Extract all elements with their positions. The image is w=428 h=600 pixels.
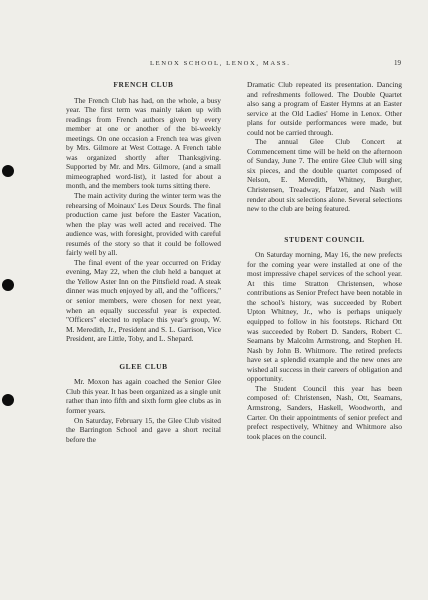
running-head: LENOX SCHOOL, LENOX, MASS.: [150, 60, 291, 67]
french-club-paragraph: The main activity during the winter term was the rehearsing of Moinaux' Les Deux Sourds. The final production came just before the Easter Vacation, when the play was well acted and received. The audience was, with foresight, provided with careful resumés of the story so that it could be followed fairly well by all.: [66, 191, 221, 258]
section-gap: [66, 344, 221, 362]
student-council-paragraph: On Saturday morning, May 16, the new prefects for the coming year were installed at one of the most impressive chapel services of the school year. At this time Stratton Christensen, whose contributions as Senior Prefect have been notable in the school's history, was succeeded by Robert Upton Whitney, Jr., who is perhaps uniquely equipped to follow in his footsteps. Richard Ott was succeeded by Robert D. Sanders, Robert C. Seamans by Malcolm Armstrong, and Stephen H. Nash by John B. Whitmore. The retired prefects have set a splendid example and the new ones are wished all success in their careers of obligation and opportunity.: [247, 250, 402, 384]
glee-club-heading: GLEE CLUB: [119, 361, 168, 371]
left-column: [66, 80, 221, 444]
french-club-paragraph: The French Club has had, on the whole, a busy year. The first term was mainly taken up with readings from French authors given by every member at one or another of the bi-weekly meetings. On one occasion a French tea was given by Mrs. Gilmore at West Cottage. A French table was organized shortly after Thanksgiving. Supported by Mr. and Mrs. Gilmore, (and a small mimeographed word-list), it lasted for about a month, and the members took turns sitting there.: [66, 95, 221, 191]
french-club-heading: FRENCH CLUB: [113, 80, 174, 89]
binder-hole: [2, 165, 14, 177]
section-gap: [247, 214, 402, 235]
glee-club-paragraph: On Saturday, February 15, the Glee Club visited the Barrington School and gave a short recital before the: [66, 415, 221, 444]
student-council-heading: STUDENT COUNCIL: [284, 234, 365, 244]
glee-club-paragraph: Mr. Moxon has again coached the Senior Glee Club this year. It has been organized as a single unit rather than into fifth and sixth form glee clubs as in former years.: [66, 377, 221, 415]
binder-hole: [2, 279, 14, 291]
glee-club-paragraph: The annual Glee Club Concert at Commencement time will be held on the afternoon of Sunday, June 7. The entire Glee Club will sing six pieces, and the double quartet composed of Nelson, E. Meredith, Whitney, Burgher, Christensen, Treadway, Pfatzer, and Nash will render about six selections alone. Several selections new to the club are being featured.: [247, 137, 402, 214]
right-column: [247, 80, 402, 441]
french-club-paragraph: The final event of the year occurred on Friday evening, May 22, when the club held a banquet at the Yellow Aster Inn on the Pittsfield road. A steak dinner was much enjoyed by all, and the "officers," or senior members, were chosen for next year, when an equally successful year is expected. "Officers" elected to replace this year's group, W. M. Meredith, Jr., President and S. L. Garrison, Vice President, are Little, Toby, and L. Shepard.: [66, 257, 221, 344]
page-number: 19: [394, 59, 401, 67]
glee-club-continued-paragraph: Dramatic Club repeated its presentation. Dancing and refreshments followed. The Double Quartet also sang a program of Easter Hymns at an Easter service at the Old Ladies' Home in Lenox. Other plans for outside performances were made, but could not be carried through.: [247, 80, 402, 137]
student-council-paragraph: The Student Council this year has been composed of: Christensen, Nash, Ott, Seamans, Armstrong, Sanders, Haskell, Woodworth, and Carter. On their appointments of senior prefect and prefect respectively, Whitney and Whitmore also took places on the council.: [247, 383, 402, 441]
binder-hole: [2, 394, 14, 406]
